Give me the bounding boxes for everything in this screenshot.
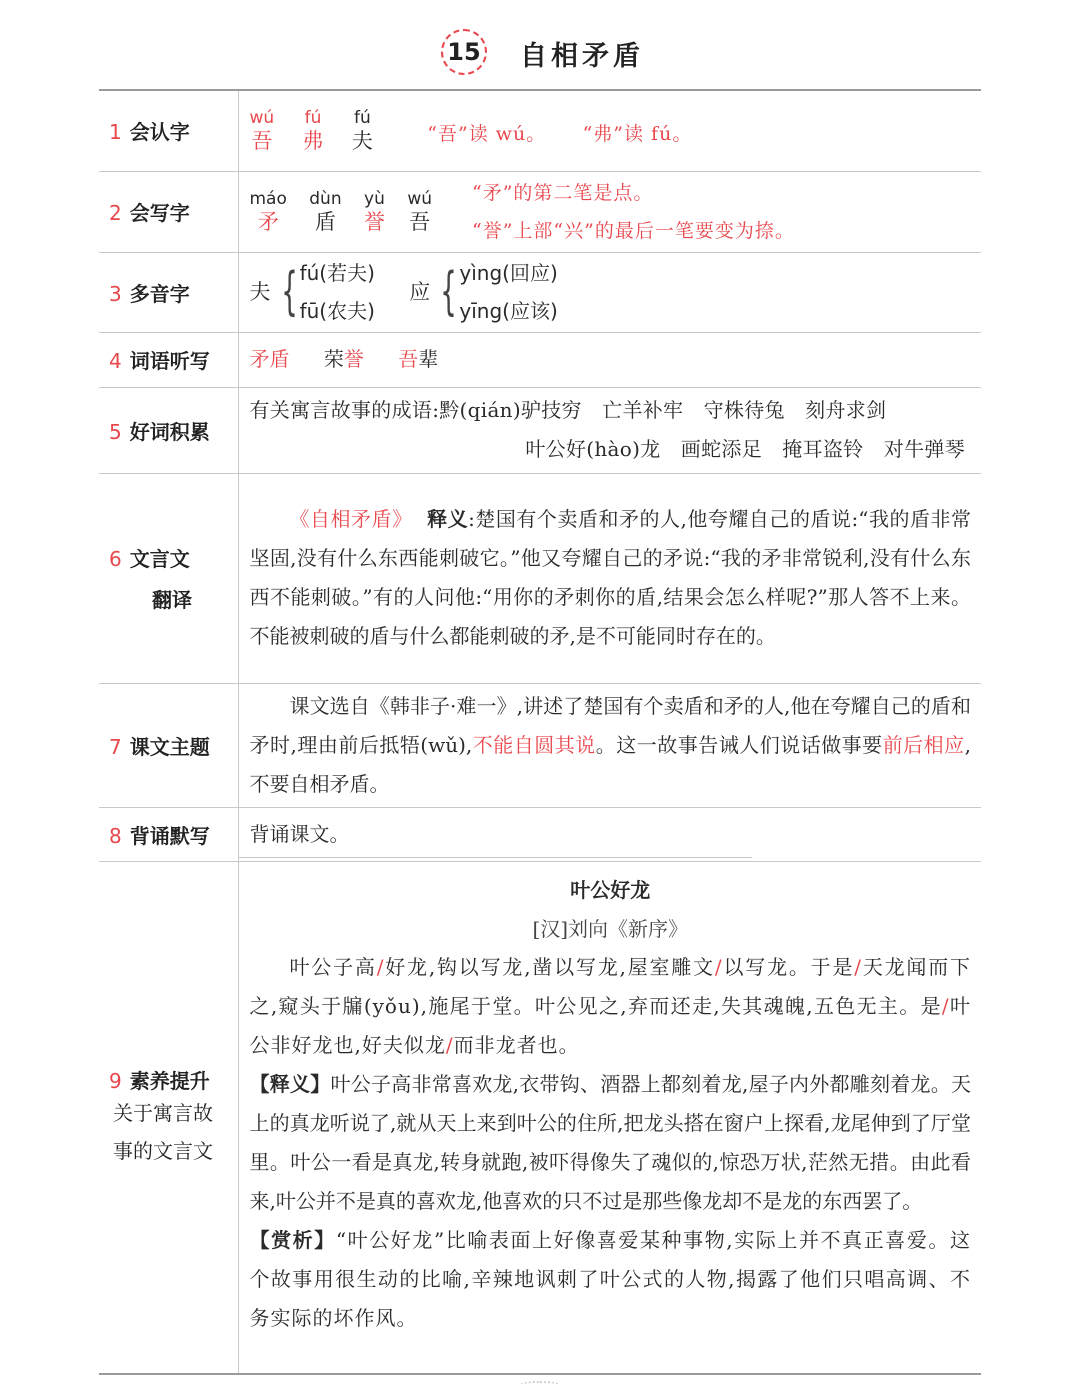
brace-icon: {: [280, 262, 298, 322]
row-label: 6 文言文 翻译: [99, 473, 238, 683]
pinyin-char: wú 吾: [249, 107, 275, 153]
brace-icon: {: [440, 262, 458, 322]
row-label: 8 背诵默写: [99, 807, 238, 861]
stroke-note: “矛”的第二笔是点。: [472, 181, 654, 204]
pinyin-char: fú 弗: [302, 107, 324, 153]
row-label: 7 课文主题: [99, 683, 238, 807]
lesson-summary-table: [99, 89, 981, 1375]
row-content: [238, 387, 981, 473]
row-enrichment: [99, 861, 981, 1374]
row-content: 背诵课文。: [249, 821, 350, 846]
row-polyphones: [99, 252, 981, 332]
idiom-line: 叶公好(hào)龙 画蛇添足 掩耳盗铃 对牛弹琴: [525, 437, 965, 461]
pinyin-char: máo 矛: [249, 188, 287, 234]
page-header: [0, 26, 1080, 82]
row-content: [238, 90, 981, 171]
page-footer-ornament: [520, 1381, 560, 1389]
row-content: [238, 861, 981, 1374]
row-translation: [99, 473, 981, 683]
theme-paragraph: 课文选自《韩非子·难一》,讲述了楚国有个卖盾和矛的人,他在夸耀自己的盾和矛时,理由前后抵牾(wǔ),不能自圆其说。这一故事告诫人们说话做事要前后相应,不要自相矛盾。: [249, 693, 972, 796]
appreciation-paragraph: 【赏析】“叶公好龙”比喻表面上好像喜爱某种事物,实际上并不真正喜爱。这个故事用很生动的比喻,辛辣地讽刺了叶公式的人物,揭露了他们只唱高调、不务实际的坏作风。: [249, 1227, 972, 1330]
pinyin-char: wú 吾: [407, 188, 432, 234]
row-dictation: [99, 332, 981, 387]
row-label: 5 好词积累: [99, 387, 238, 473]
passage-source: [汉]刘向《新序》: [532, 916, 689, 941]
row-label: 4 词语听写: [99, 332, 238, 387]
idiom-line: 有关寓言故事的成语:黔(qián)驴技穷 亡羊补牢 守株待兔 刻舟求剑: [249, 398, 887, 422]
page-title: 自相矛盾: [520, 41, 644, 72]
row-content: [238, 332, 981, 387]
classical-text: 叶公子高/好龙,钩以写龙,凿以写龙,屋室雕文/以写龙。于是/天龙闻而下之,窥头于牖(yǒu),施尾于堂。叶公见之,弃而还走,失其魂魄,五色无主。是/叶公非好龙也,好夫似龙/而非龙者也。: [249, 954, 972, 1057]
polyphone-item: 应 { yìng(回应) yīng(应该): [409, 261, 558, 323]
pinyin-char: dùn 盾: [309, 188, 342, 234]
row-label: 2 会写字: [99, 171, 238, 252]
row-write-chars: [99, 171, 981, 252]
row-content: [238, 252, 981, 332]
polyphone-item: 夫 { fú(若夫) fū(农夫): [249, 261, 375, 323]
explanation-paragraph: 【释义】叶公子高非常喜欢龙,衣带钩、酒器上都刻着龙,屋子内外都雕刻着龙。天上的真龙听说了,就从天上来到叶公的住所,把龙头搭在窗户上探看,龙尾伸到了厅堂里。叶公一看是真龙,转身就跑,被吓得像失了魂似的,惊恐万状,茫然无措。由此看来,叶公并不是真的喜欢龙,他喜欢的只不过是那些像龙却不是龙的东西罢了。: [249, 1071, 972, 1213]
row-recognize-chars: [99, 90, 981, 171]
row-label: 9 素养提升 关于寓言故 事的文言文: [99, 861, 238, 1374]
passage-title: 叶公好龙: [570, 877, 651, 902]
lesson-number-badge: 15: [441, 29, 487, 75]
dictation-word: 荣誉: [323, 347, 364, 371]
reading-note: “弗”读 fú。: [582, 122, 693, 145]
translation-paragraph: 《自相矛盾》 释义:楚国有个卖盾和矛的人,他夸耀自己的盾说:“我的盾非常坚固,没有什么东西能刺破它。”他又夸耀自己的矛说:“我的矛非常锐利,没有什么东西不能刺破。”有的人问他:“用你的矛刺你的盾,结果会怎么样呢?”那人答不上来。不能被刺破的盾与什么都能刺破的矛,是不可能同时存在的。: [249, 507, 972, 648]
dictation-word: 吾辈: [398, 347, 439, 371]
stroke-note: “誉”上部“兴”的最后一笔要变为捺。: [472, 219, 795, 242]
pinyin-char: fú 夫: [351, 107, 373, 153]
row-content: [238, 473, 981, 683]
row-good-words: [99, 387, 981, 473]
dictation-word: 矛盾: [249, 347, 290, 371]
row-content: [238, 683, 981, 807]
reading-note: “吾”读 wú。: [427, 122, 547, 145]
row-theme: [99, 683, 981, 807]
row-recite: [99, 807, 981, 861]
row-label: 1 会认字: [99, 90, 238, 171]
row-label: 3 多音字: [99, 252, 238, 332]
pinyin-char: yù 誉: [363, 188, 385, 234]
passage-divider: [239, 857, 752, 858]
row-content: [238, 171, 981, 252]
